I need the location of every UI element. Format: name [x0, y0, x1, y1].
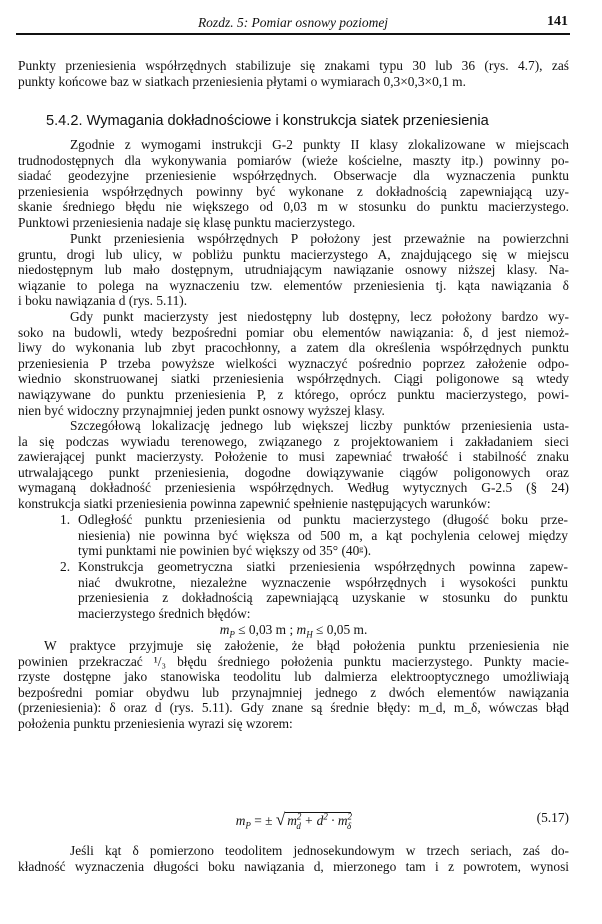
condition-item-2 [18, 559, 569, 623]
running-header [16, 13, 570, 35]
text-line: Zgodnie z wymogami instrukcji G-2 punkty II klasy zlokalizowane w miejscach [70, 137, 569, 152]
subscript: P [245, 820, 251, 831]
text-line: Punktowi przeniesienia nadaje się klasę punktu macierzystego. [18, 214, 356, 230]
symbol-m: m [219, 622, 230, 637]
text-line: tymi punktami nie powinien być większy od 35° (40ᵍ). [78, 543, 372, 559]
equals-plus-minus: = ± [250, 813, 276, 828]
list-body [78, 559, 568, 621]
text-line: nien być widoczny przynajmniej jeden punkt osnowy wyższej klasy. [18, 402, 385, 418]
section-heading: 5.4.2. Wymagania dokładnościowe i konstrukcja siatek przeniesienia [46, 113, 489, 129]
symbol-m: m [296, 622, 307, 637]
text-line: macierzystego średnich błędów: [78, 605, 251, 621]
text-line: niesienia) nie powinna być większa od 500 m, a kąt pochylenia celowej między [78, 527, 568, 543]
final-paragraph [18, 843, 569, 874]
text-line: zawierającej punkt macierzysty. Położenie to musi zapewniać trwałość i stabilność znaku [18, 449, 569, 465]
subscript: δ [347, 820, 352, 831]
text-line: skanie średniego błędu nie większego od 0,03 m w stosunku do punktu macierzystego. [18, 199, 569, 215]
subscript: P [229, 629, 235, 640]
symbol-m: m [287, 813, 297, 828]
page-number: 141 [547, 14, 568, 29]
text-line: nawiązywane do punktu przeniesienia P, z którego, oprócz punktu macierzystego, powi- [18, 386, 569, 402]
practice-paragraph [18, 638, 569, 732]
text-line: i boku nawiązania d (rys. 5.11). [18, 293, 188, 309]
list-number: 1. [60, 512, 71, 527]
text-line: W praktyce przyjmuje się założenie, że błąd położenia punktu przeniesienia nie [44, 638, 569, 653]
text-line: wiązanie to polega na wyznaczeniu tzw. elementów przeniesienia tj. kąta nawiązania δ [18, 277, 569, 293]
radicand [285, 811, 353, 831]
text-line: soko na budowli, wtedy bezpośredni pomiar obu elementów nawiązania: δ, d jest niemoż- [18, 324, 569, 340]
text-line: utrwalającego punkt przeniesienia, dogodne dowiązywanie ciągów poligonowych oraz [18, 464, 569, 480]
text-line: siadać geodezyjne przeniesienie współrzędnych. Obserwacje dla wyznaczenia punktu [18, 168, 569, 184]
text-line: gruntu, drogi lub ulicy, w pobliżu punktu macierzystego A, znajdującego się w miejscu [18, 246, 569, 262]
paragraph-2 [18, 231, 569, 309]
text-line: (przeniesienia): δ oraz d (rys. 5.11). Gdy znane są średnie błędy: m_d, m_δ, wówczas błąd [18, 700, 569, 716]
text-line: Punkty przeniesienia współrzędnych stabilizuje się znakami typu 30 lub 36 (rys. 4.7), zaś [18, 58, 569, 73]
text-line: rzyste dostępne jako stanowiska teodolitu lub dalmierza elektrooptycznego umożliwiają [18, 669, 569, 685]
paragraph-4 [18, 418, 569, 512]
text-line: wymaganą dokładność przeniesienia współrzędnych. Według wytycznych G-2.5 (§ 24) [18, 480, 569, 496]
subscript: d [296, 820, 301, 831]
superscript: 2 [347, 811, 353, 822]
text-line: przeniesienia z dokładnością zapewniającą uzyskanie w stosunku do punktu [78, 590, 568, 606]
sqrt-icon: √ [275, 810, 286, 829]
paragraph-3 [18, 309, 569, 418]
list-number: 2. [60, 559, 71, 574]
text-line: kładność wyznaczenia długości boku nawiązania d, mierzonego tam i z powrotem, wynosi [18, 858, 569, 874]
text-line: wiednio skonstruowanej siatki przeniesienia współrzędnych. Ciągi poligonowe są wtedy [18, 371, 569, 387]
text-line: Konstrukcja geometryczna siatki przeniesienia współrzędnych powinna zapew- [78, 559, 568, 574]
text-line: trudnodostępnych dla wykonywania pomiarów (wieże kościelne, maszty itp.) powinny po- [18, 152, 569, 168]
limit-value: ≤ 0,03 m ; [234, 622, 297, 637]
text-line: Szczegółową lokalizację jednego lub większej liczby punktów przeniesienia usta- [70, 418, 569, 433]
text-line: niać dwukrotne, niezależne wyznaczenie współrzędnych i wysokości punktu [78, 574, 568, 590]
limit-value: ≤ 0,05 m. [312, 622, 368, 637]
superscript: 2 [323, 811, 328, 822]
superscript: 2 [296, 811, 302, 822]
text-line: la się podczas wywiadu terenowego, związanego z projektowaniem i zakładaniem sieci [18, 433, 569, 449]
term: + d [300, 813, 324, 828]
equation-number: (5.17) [536, 810, 569, 825]
text-line: Jeśli kąt δ pomierzono teodolitem jednosekundowym w trzech seriach, zaś do- [70, 843, 569, 858]
text-line: niedostępnym lub mało dostępnym, utrudniającym nawiązanie osnowy niższej klasy. Na- [18, 262, 569, 278]
text-line: punkty końcowe baz w siatkach przeniesienia płytami o wymiarach 0,3×0,3×0,1 m. [18, 73, 466, 89]
text-line: konstrukcja siatki przeniesienia powinna zapewnić spełnienie następujących warunków: [18, 495, 491, 511]
symbol-m: m [235, 813, 246, 828]
text-line: liwy do wykonania lub zbyt pracochłonny, a zatem dla określenia współrzędnych punktu [18, 340, 569, 356]
text-line: przeniesienia P trzeba powyższe wielkości wyznaczyć pośrednio poprzez założenie odpo- [18, 355, 569, 371]
text-line: Odległość punktu przeniesienia od punktu macierzystego (długość boku prze- [78, 512, 568, 527]
paragraph-1 [18, 137, 569, 231]
text-line: powinien przekraczać ¹/₃ błędu średniego położenia punktu macierzystego. Punkty macie- [18, 653, 569, 669]
text-line: Gdy punkt macierzysty jest niedostępny lub dostępny, lecz położony bardzo wy- [70, 309, 569, 324]
text-line: położenia punktu przeniesienia wyrazi się wzorem: [18, 715, 293, 731]
term: · m [327, 813, 348, 828]
text-line: Punkt przeniesienia współrzędnych P położony jest przeważnie na powierzchni [70, 231, 569, 246]
text-line: przeniesienia współrzędnych powinny być wykonane z dokładnością zapewniającą uzy- [18, 183, 569, 199]
formula-5-17 [18, 810, 569, 831]
condition-item-1 [18, 512, 569, 560]
list-body [78, 512, 568, 559]
text-line: bezpośredni pomiar obydwu lub przynajmniej jednego z dwóch elementów nawiązania [18, 684, 569, 700]
subscript: H [306, 629, 313, 640]
intro-paragraph [18, 58, 569, 89]
chapter-title: Rozdz. 5: Pomiar osnowy poziomej [197, 15, 389, 30]
